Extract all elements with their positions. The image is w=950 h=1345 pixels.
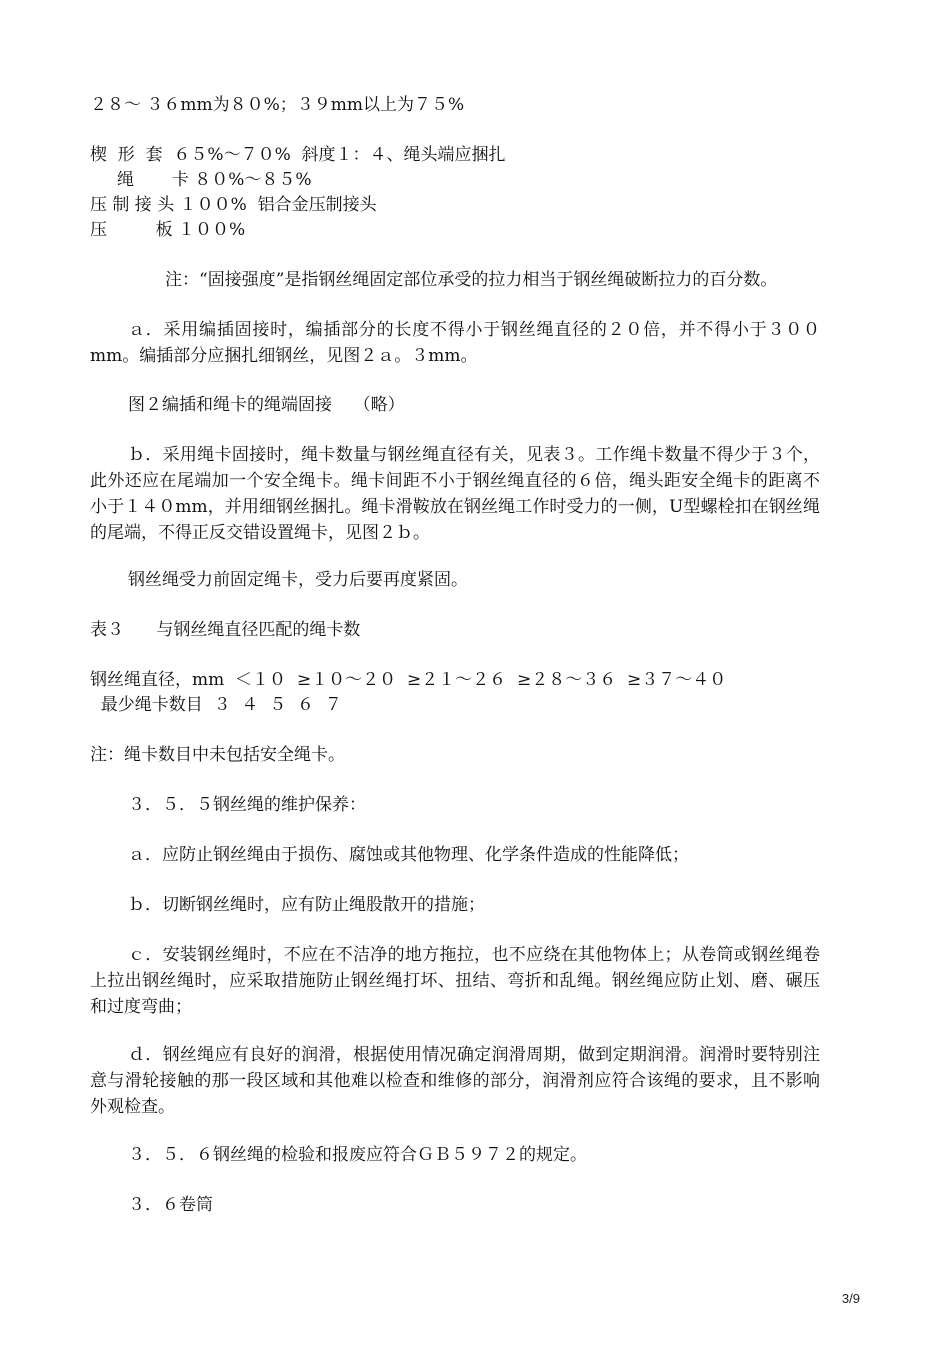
maintenance-item-c: ｃ．安装钢丝绳时，不应在不洁净的地方拖拉，也不应绕在其他物体上；从卷筒或钢丝绳卷上拉出钢丝绳时，应采取措施防止钢丝绳打坏、扭结、弯折和乱绳。钢丝绳应防止划、磨、碾压和过度弯曲；: [90, 945, 820, 1017]
section-3-5-5-heading: ３．５．５钢丝绳的维护保养：: [128, 795, 366, 815]
paragraph-clip-tightening: 钢丝绳受力前固定绳卡，受力后要再度紧固。: [128, 570, 468, 590]
maintenance-item-a: ａ．应防止钢丝绳由于损伤、腐蚀或其他物理、化学条件造成的性能降低；: [128, 845, 689, 865]
paragraph-splice-fixing: ａ．采用编插固接时，编插部分的长度不得小于钢丝绳直径的２０倍，并不得小于３００mm。编插部分应捆扎细钢丝，见图２ａ。３mm。: [90, 320, 820, 366]
strength-line-clip: 绳 卡 ８０%～８５%: [90, 170, 312, 190]
paragraph-clip-fixing: ｂ．采用绳卡固接时，绳卡数量与钢丝绳直径有关，见表３。工作绳卡数量不得少于３个，此外还应在尾端加一个安全绳卡。绳卡间距不小于钢丝绳直径的６倍，绳头距安全绳卡的距离不小于１４０mm，并用细钢丝捆扎。绳卡滑鞍放在钢丝绳工作时受力的一侧，U型螺栓扣在钢丝绳的尾端，不得正反交错设置绳卡，见图２ｂ。: [90, 445, 820, 543]
section-3-5-6-heading: ３．５．６钢丝绳的检验和报废应符合ＧＢ５９７２的规定。: [128, 1145, 587, 1165]
table-3-caption: 表３ 与钢丝绳直径匹配的绳卡数: [90, 620, 361, 640]
strength-line-wedge: 楔 形 套 ６５%～７０% 斜度１：４、绳头端应捆扎: [90, 145, 506, 165]
strength-line-pressed-joint: 压 制 接 头 １００% 铝合金压制接头: [90, 195, 377, 215]
table-3-row-diameter: 钢丝绳直径，mm ＜１０ ≥１０～２０ ≥２１～２６ ≥２８～３６ ≥３７～４０: [90, 670, 727, 690]
section-3-6-heading: ３．６卷筒: [128, 1195, 213, 1215]
maintenance-item-d: ｄ．钢丝绳应有良好的润滑，根据使用情况确定润滑周期，做到定期润滑。润滑时要特别注意与滑轮接触的那一段区域和其他难以检查和维修的部分，润滑剂应符合该绳的要求，且不影响外观检查。: [90, 1045, 820, 1117]
table-3-note: 注：绳卡数目中未包括安全绳卡。: [90, 745, 345, 765]
strength-line-plate: 压 板 １００%: [90, 220, 246, 240]
note-fixing-strength: 注：“固接强度”是指钢丝绳固定部位承受的拉力相当于钢丝绳破断拉力的百分数。: [165, 270, 778, 290]
strength-line-28-39: ２８～ ３６mm为８０%；３９mm以上为７５%: [90, 95, 465, 115]
figure-2-caption: 图２编插和绳卡的绳端固接 （略）: [128, 395, 405, 415]
maintenance-item-b: ｂ．切断钢丝绳时，应有防止绳股散开的措施；: [128, 895, 485, 915]
table-3-row-min-clips: 最少绳卡数目 ３ ４ ５ ６ ７: [90, 695, 342, 715]
page-number: 3/9: [841, 1291, 860, 1306]
